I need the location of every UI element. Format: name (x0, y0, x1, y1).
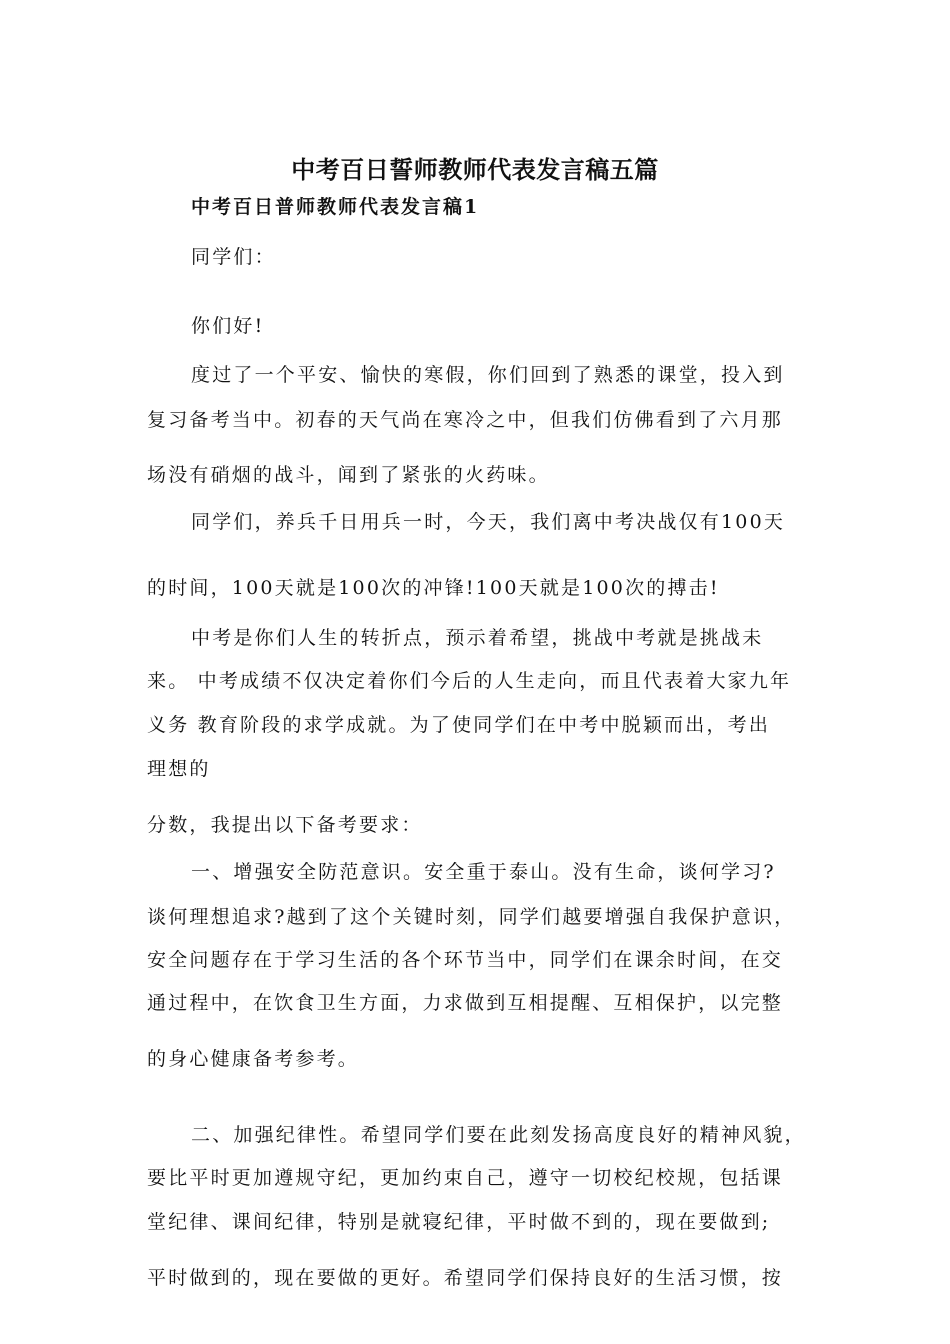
paragraph-line: 你们好! (191, 315, 265, 337)
paragraph-line: 的时间，100天就是100次的冲锋!100天就是100次的搏击! (147, 577, 720, 599)
paragraph-line: 一、增强安全防范意识。安全重于泰山。没有生命，谈何学习? (191, 861, 776, 883)
paragraph-line: 来。 中考成绩不仅决定着你们今后的人生走向，而且代表着大家九年 (147, 670, 792, 692)
paragraph-line: 度过了一个平安、愉快的寒假，你们回到了熟悉的课堂，投入到 (191, 364, 785, 386)
paragraph-line: 同学们： (191, 246, 276, 268)
paragraph-line: 中考是你们人生的转折点，预示着希望，挑战中考就是挑战未 (191, 627, 764, 649)
paragraph-line: 复习备考当中。初春的天气尚在寒冷之中，但我们仿佛看到了六月那 (147, 409, 784, 431)
paragraph-line: 义务 教育阶段的求学成就。为了使同学们在中考中脱颖而出，考出 (147, 714, 771, 736)
document-title: 中考百日誓师教师代表发言稿五篇 (291, 156, 659, 184)
paragraph-line: 场没有硝烟的战斗，闻到了紧张的火药味。 (147, 464, 550, 486)
paragraph-line: 要比平时更加遵规守纪，更加约束自己，遵守一切校纪校规，包括课 (147, 1167, 784, 1189)
paragraph-line: 二、加强纪律性。希望同学们要在此刻发扬高度良好的精神风貌， (191, 1124, 806, 1146)
paragraph-line: 分数，我提出以下备考要求： (147, 814, 423, 836)
paragraph-line: 安全问题存在于学习生活的各个环节当中，同学们在课余时间，在交 (147, 949, 784, 971)
paragraph-line: 平时做到的，现在要做的更好。希望同学们保持良好的生活习惯，按 (147, 1267, 784, 1289)
paragraph-line: 同学们，养兵千日用兵一时，今天，我们离中考决战仅有100天 (191, 511, 786, 533)
paragraph-line: 堂纪律、课间纪律，特别是就寝纪律，平时做不到的，现在要做到; (147, 1211, 771, 1233)
section-heading: 中考百日普师教师代表发言稿1 (191, 196, 480, 218)
paragraph-line: 理想的 (147, 758, 211, 780)
paragraph-line: 谈何理想追求?越到了这个关键时刻，同学们越要增强自我保护意识， (147, 906, 796, 928)
paragraph-line: 的身心健康备考参考。 (147, 1048, 360, 1070)
paragraph-line: 通过程中，在饮食卫生方面，力求做到互相提醒、互相保护，以完整 (147, 992, 784, 1014)
